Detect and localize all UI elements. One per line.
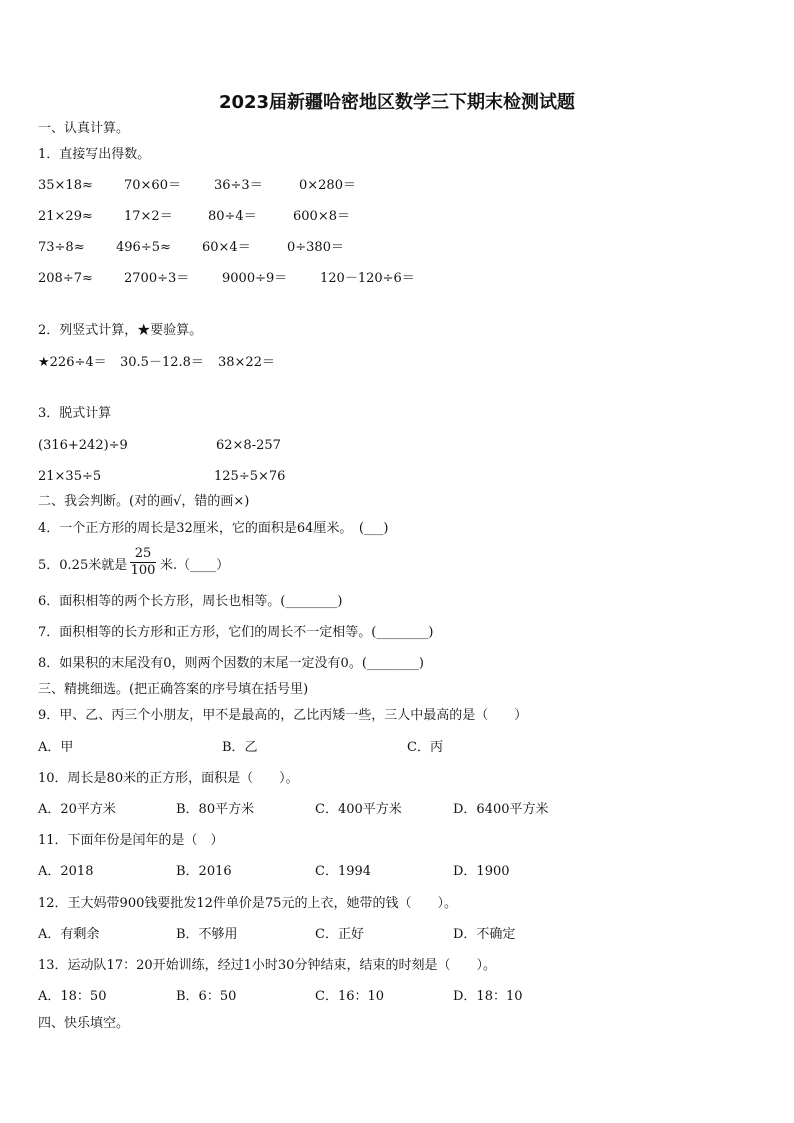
q1-item: 0×280＝ bbox=[299, 178, 356, 193]
q9-option: A．甲 bbox=[38, 740, 74, 755]
fraction bbox=[130, 546, 156, 579]
q1-item: 60×4＝ bbox=[202, 240, 251, 255]
question-8: 8．如果积的末尾没有0，则两个因数的末尾一定没有0。(________) bbox=[38, 656, 424, 671]
q2-item: 38×22＝ bbox=[218, 355, 275, 370]
section-heading-1: 一、认真计算。 bbox=[38, 121, 130, 136]
section-heading-4: 四、快乐填空。 bbox=[38, 1016, 130, 1031]
q1-item: 80÷4＝ bbox=[208, 209, 257, 224]
q10-option: C．400平方米 bbox=[315, 802, 402, 817]
q3-item: 125÷5×76 bbox=[214, 469, 286, 484]
q10-option: A．20平方米 bbox=[38, 802, 116, 817]
question-1-label: 1．直接写出得数。 bbox=[38, 147, 151, 162]
q9-option: C．丙 bbox=[407, 740, 443, 755]
q3-item: 62×8-257 bbox=[216, 438, 281, 453]
q11-option: D．1900 bbox=[453, 864, 510, 879]
q11-option: A．2018 bbox=[38, 864, 94, 879]
q13-option: A．18：50 bbox=[38, 989, 107, 1004]
q1-item: 0÷380＝ bbox=[287, 240, 344, 255]
q10-option: B．80平方米 bbox=[176, 802, 255, 817]
question-9: 9．甲、乙、丙三个小朋友，甲不是最高的，乙比丙矮一些，三人中最高的是（ ） bbox=[38, 708, 528, 723]
q13-option: D．18：10 bbox=[453, 989, 523, 1004]
question-13: 13．运动队17：20开始训练，经过1小时30分钟结束，结束的时刻是（ ）。 bbox=[38, 958, 496, 973]
q13-option: C．16：10 bbox=[315, 989, 385, 1004]
q1-item: 2700÷3＝ bbox=[124, 271, 190, 286]
q13-option: B．6：50 bbox=[176, 989, 237, 1004]
question-4: 4．一个正方形的周长是32厘米，它的面积是64厘米。 (___) bbox=[38, 521, 389, 536]
q2-item: ★226÷4＝ bbox=[38, 355, 107, 370]
question-11: 11．下面年份是闰年的是（ ） bbox=[38, 833, 224, 848]
section-heading-2: 二、我会判断。(对的画√，错的画×) bbox=[38, 494, 250, 509]
question-12: 12．王大妈带900钱要批发12件单价是75元的上衣，她带的钱（ ）。 bbox=[38, 896, 457, 911]
q1-item: 17×2＝ bbox=[124, 209, 173, 224]
question-10: 10．周长是80米的正方形，面积是（ ）。 bbox=[38, 771, 299, 786]
q1-item: 70×60＝ bbox=[124, 178, 181, 193]
fraction-numerator: 25 bbox=[134, 546, 152, 561]
q1-item: 36÷3＝ bbox=[214, 178, 263, 193]
question-3-label: 3．脱式计算 bbox=[38, 406, 112, 421]
q1-item: 9000÷9＝ bbox=[222, 271, 288, 286]
page-title: 2023届新疆哈密地区数学三下期末检测试题 bbox=[218, 92, 576, 113]
question-7: 7．面积相等的长方形和正方形，它们的周长不一定相等。(________) bbox=[38, 625, 434, 640]
q1-item: 120－120÷6＝ bbox=[320, 271, 415, 286]
q11-option: C．1994 bbox=[315, 864, 372, 879]
q1-item: 600×8＝ bbox=[293, 209, 350, 224]
q12-option: A．有剩余 bbox=[38, 927, 100, 942]
q12-option: D．不确定 bbox=[453, 927, 516, 942]
q1-item: 35×18≈ bbox=[38, 178, 93, 193]
q3-item: (316+242)÷9 bbox=[38, 438, 128, 453]
q1-item: 208÷7≈ bbox=[38, 271, 93, 286]
q11-option: B．2016 bbox=[176, 864, 232, 879]
question-5-suffix: 米.（____） bbox=[160, 558, 230, 573]
q2-item: 30.5－12.8＝ bbox=[120, 355, 204, 370]
q1-item: 73÷8≈ bbox=[38, 240, 85, 255]
question-2-label: 2．列竖式计算，★要验算。 bbox=[38, 323, 203, 338]
question-6: 6．面积相等的两个长方形，周长也相等。(________) bbox=[38, 594, 343, 609]
section-heading-3: 三、精挑细选。(把正确答案的序号填在括号里) bbox=[38, 682, 309, 697]
q10-option: D．6400平方米 bbox=[453, 802, 549, 817]
q1-item: 21×29≈ bbox=[38, 209, 93, 224]
q12-option: C．正好 bbox=[315, 927, 364, 942]
q12-option: B．不够用 bbox=[176, 927, 238, 942]
q1-item: 496÷5≈ bbox=[116, 240, 171, 255]
fraction-denominator: 100 bbox=[130, 563, 156, 578]
q9-option: B．乙 bbox=[222, 740, 258, 755]
question-5-prefix: 5．0.25米就是 bbox=[38, 558, 128, 573]
q3-item: 21×35÷5 bbox=[38, 469, 102, 484]
